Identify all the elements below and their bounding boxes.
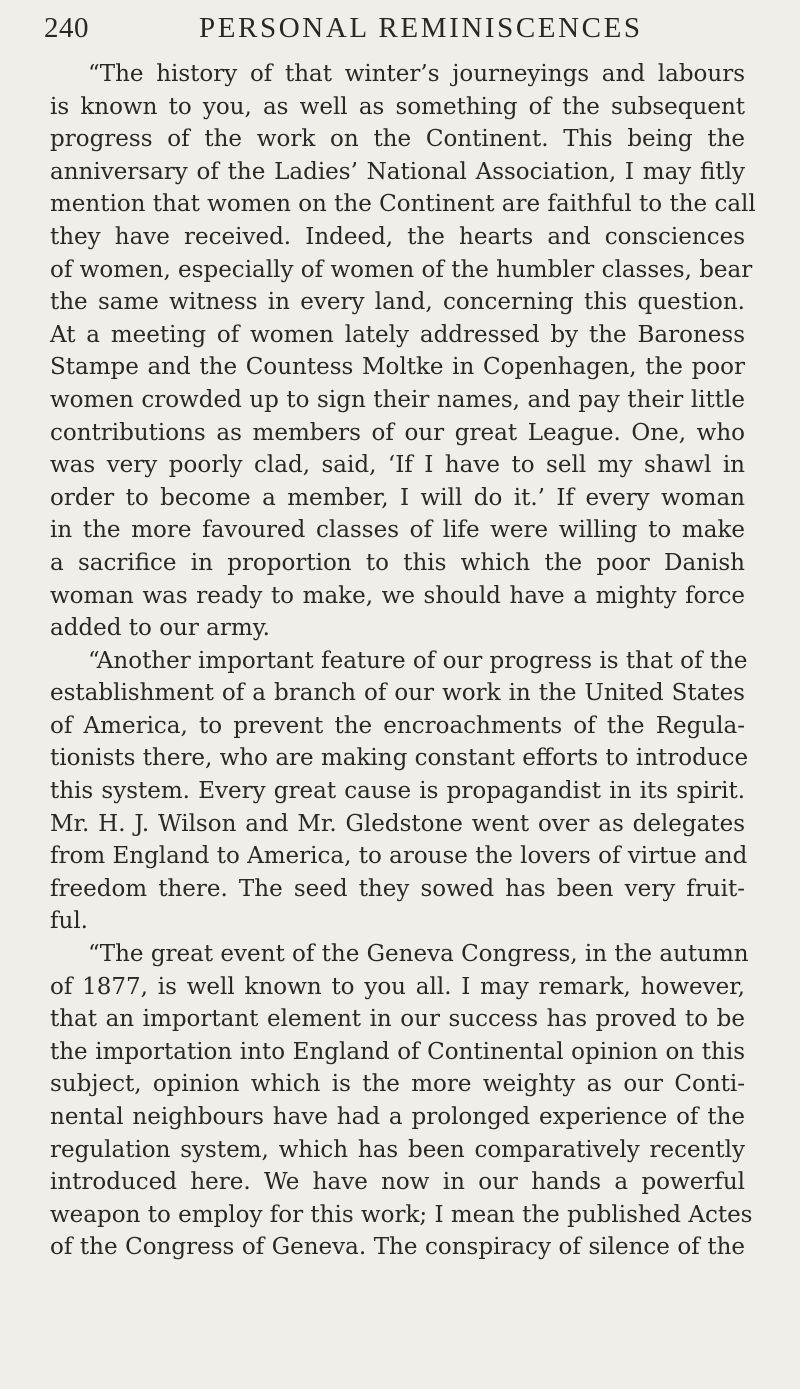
text-line: is known to you, as well as something of the subsequent	[50, 93, 745, 120]
text-line: that an important element in our success has proved to be	[50, 1006, 745, 1033]
text-line: of America, to prevent the encroachments of the Regula-	[50, 712, 745, 739]
text-line: regulation system, which has been comparatively recently	[50, 1136, 745, 1163]
text-line: Mr. H. J. Wilson and Mr. Gledstone went over as delegates	[50, 810, 745, 837]
text-line: introduced here. We have now in our hands a powerful	[50, 1169, 745, 1196]
body-text	[50, 58, 756, 1264]
paragraph-1	[50, 58, 756, 645]
text-line: “The history of that winter’s journeyings and labours	[88, 61, 745, 87]
text-line: woman was ready to make, we should have a mighty force	[50, 582, 745, 609]
page-header	[44, 12, 734, 52]
text-line: order to become a member, I will do it.’ If every woman	[50, 484, 745, 511]
text-line: Stampe and the Countess Moltke in Copenhagen, the poor	[50, 354, 745, 381]
text-line: weapon to employ for this work; I mean the published Actes	[50, 1201, 753, 1228]
text-line: women crowded up to sign their names, and pay their little	[50, 386, 745, 413]
text-line: in the more favoured classes of life were willing to make	[50, 517, 745, 544]
text-line: of women, especially of women of the humbler classes, bear	[50, 256, 753, 283]
text-line: ful.	[50, 908, 88, 935]
page-number: 240	[44, 12, 89, 44]
text-line: freedom there. The seed they sowed has been very fruit-	[50, 875, 745, 902]
text-line: nental neighbours have had a prolonged experience of the	[50, 1104, 745, 1130]
text-line: mention that women on the Continent are faithful to the call	[50, 191, 756, 218]
text-line: “The great event of the Geneva Congress, in the autumn	[88, 941, 749, 968]
running-title: PERSONAL REMINISCENCES	[199, 12, 643, 44]
text-line: they have received. Indeed, the hearts and consciences	[50, 223, 745, 250]
text-line: a sacrifice in proportion to this which the poor Danish	[50, 549, 745, 576]
text-line: added to our army.	[50, 615, 270, 642]
text-line: progress of the work on the Continent. This being the	[50, 126, 745, 153]
text-line: contributions as members of our great League. One, who	[50, 419, 745, 446]
text-line: “Another important feature of our progress is that of the	[88, 647, 748, 674]
text-line: subject, opinion which is the more weighty as our Conti-	[50, 1071, 745, 1098]
text-line: of 1877, is well known to you all. I may remark, however,	[50, 973, 745, 1000]
text-line: was very poorly clad, said, ‘If I have to sell my shawl in	[50, 452, 745, 479]
text-line: establishment of a branch of our work in the United States	[50, 680, 745, 707]
paragraph-3	[50, 938, 753, 1264]
text-line: anniversary of the Ladies’ National Association, I may fitly	[50, 158, 745, 185]
text-line: of the Congress of Geneva. The conspiracy of silence of the	[50, 1234, 745, 1261]
text-line: from England to America, to arouse the lovers of virtue and	[50, 843, 748, 870]
text-line: At a meeting of women lately addressed by the Baroness	[50, 321, 745, 348]
text-line: this system. Every great cause is propagandist in its spirit.	[50, 778, 745, 805]
paragraph-2	[50, 645, 749, 938]
text-line: the same witness in every land, concerning this question.	[50, 289, 745, 316]
text-line: the importation into England of Continental opinion on this	[50, 1038, 745, 1065]
text-line: tionists there, who are making constant efforts to introduce	[50, 745, 749, 772]
